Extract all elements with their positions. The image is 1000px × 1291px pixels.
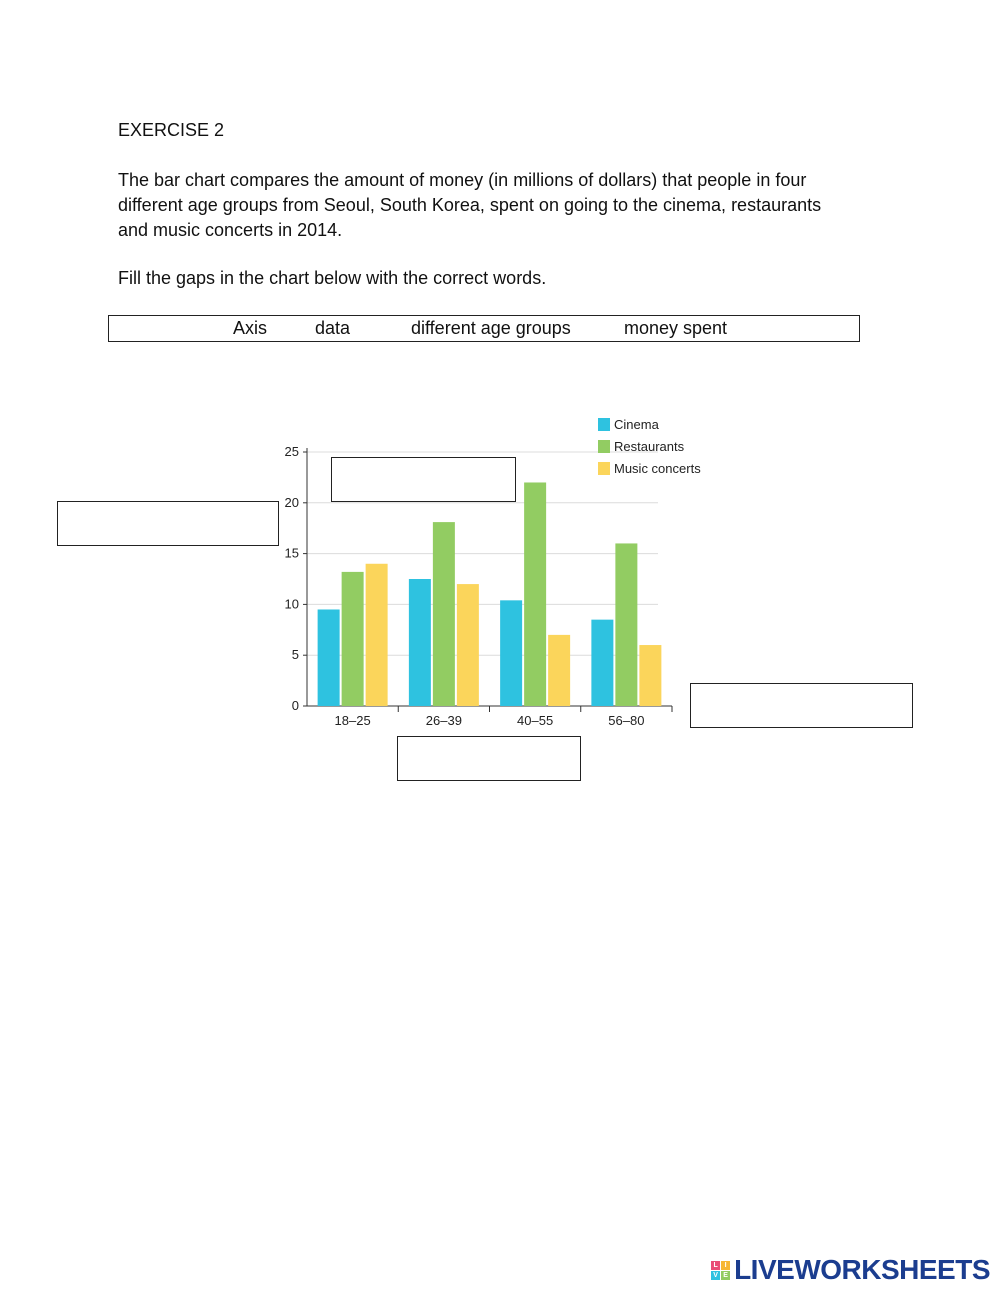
bar-cinema (591, 620, 613, 706)
x-tick-label: 18–25 (334, 713, 371, 728)
intro-line: The bar chart compares the amount of money (in millions of dollars) that people in four (118, 170, 807, 190)
legend-swatch (598, 418, 610, 431)
bar-cinema (409, 579, 431, 706)
bar-restaurants (342, 572, 364, 706)
bar-music-concerts (457, 584, 479, 706)
intro-line: and music concerts in 2014. (118, 220, 343, 240)
legend-label: Music concerts (614, 461, 701, 476)
bar-music-concerts (366, 564, 388, 706)
instruction-text: Fill the gaps in the chart below with the correct words. (118, 268, 547, 288)
word-bank-item: Axis (233, 318, 268, 338)
logo-badge-icon (711, 1261, 730, 1280)
gap-input-categories[interactable] (397, 736, 581, 781)
logo-badge-letter: V (711, 1271, 720, 1280)
bar-restaurants (615, 543, 637, 706)
y-tick-label: 5 (291, 647, 299, 663)
legend-swatch (598, 440, 610, 453)
x-tick-label: 56–80 (608, 713, 645, 728)
logo-badge-letter: E (721, 1271, 730, 1280)
y-tick-label: 0 (291, 698, 299, 713)
y-tick-label: 15 (284, 545, 299, 561)
y-tick-label: 10 (284, 596, 299, 612)
legend-swatch (598, 462, 610, 475)
x-tick-label: 40–55 (517, 713, 554, 728)
word-bank-item: data (315, 318, 351, 338)
liveworksheets-logo (711, 1255, 990, 1285)
bar-music-concerts (639, 645, 661, 706)
word-bank-item: money spent (624, 318, 728, 338)
bar-restaurants (524, 482, 546, 706)
exercise-title: EXERCISE 2 (118, 120, 225, 140)
bar-cinema (318, 609, 340, 706)
word-bank-item: different age groups (411, 318, 571, 338)
x-tick-label: 26–39 (425, 713, 462, 728)
intro-paragraph (118, 168, 898, 243)
bar-restaurants (433, 522, 455, 706)
legend-label: Restaurants (614, 439, 685, 454)
logo-badge-letter: I (721, 1261, 730, 1270)
intro-line: different age groups from Seoul, South Korea, spent on going to the cinema, restaurants (118, 195, 822, 215)
word-bank (108, 315, 860, 342)
gap-input-x-axis[interactable] (690, 683, 913, 728)
gap-input-y-axis[interactable] (57, 501, 279, 546)
bar-music-concerts (548, 635, 570, 706)
legend-label: Cinema (614, 417, 659, 432)
logo-text: LIVEWORKSHEETS (734, 1254, 990, 1285)
gap-input-title[interactable] (331, 457, 516, 502)
logo-badge-letter: L (711, 1261, 720, 1270)
y-tick-label: 20 (284, 494, 299, 510)
y-tick-label: 25 (284, 444, 299, 459)
bar-cinema (500, 600, 522, 706)
